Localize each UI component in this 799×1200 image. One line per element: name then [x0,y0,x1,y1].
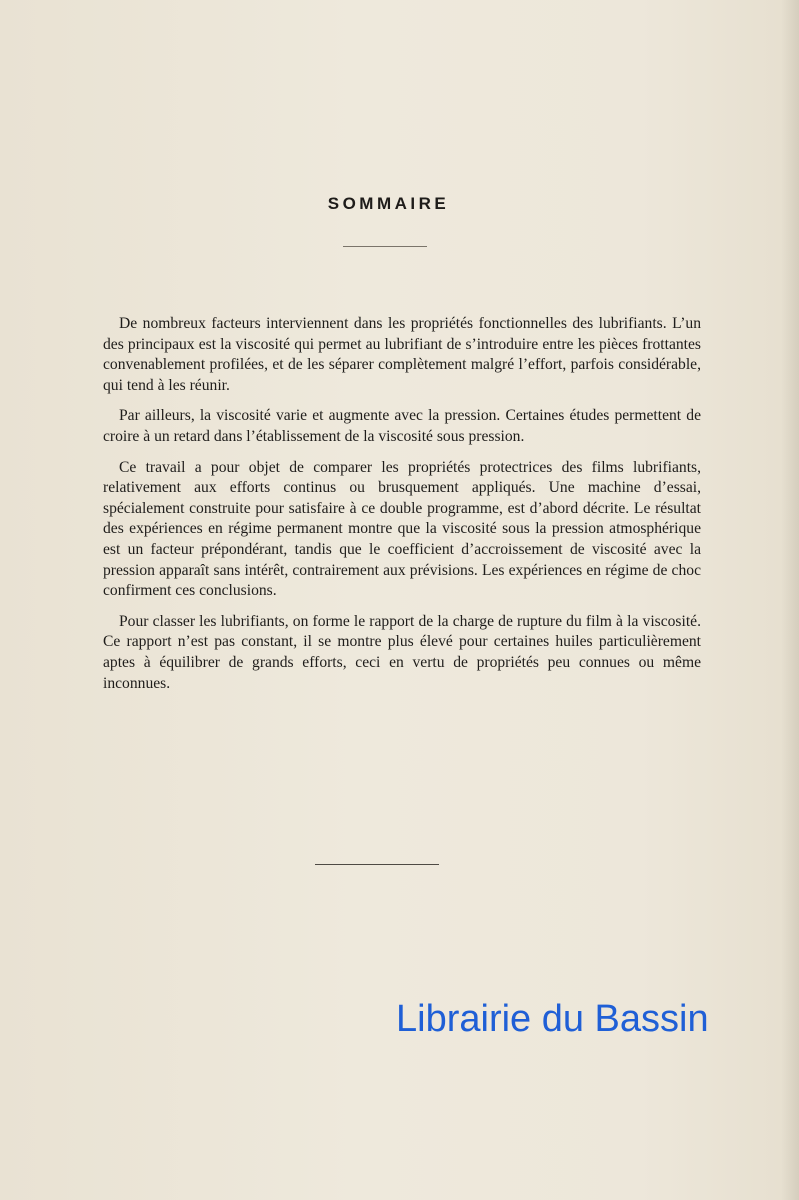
summary-body [103,314,701,704]
end-divider [315,864,439,865]
title-underline-divider [343,246,427,247]
page-title: SOMMAIRE [327,194,450,213]
paragraph-1: De nombreux facteurs interviennent dans les propriétés fonctionnelles des lubrifiants. L’un des principaux est la viscosité qui permet au lubrifiant de s’introduire entre les pièces frottantes convenablement profilées, et de les séparer complètement malgré l’effort, parfois considérable, qui tend à les réunir. [103,315,701,394]
bookseller-watermark: Librairie du Bassin [396,998,709,1040]
paragraph-2: Par ailleurs, la viscosité varie et augmente avec la pression. Certaines études permettent de croire à un retard dans l’établissement de la viscosité sous pression. [103,407,701,445]
paragraph-3: Ce travail a pour objet de comparer les propriétés protectrices des films lubrifiants, relativement aux efforts continus ou brusquement appliqués. Une machine d’essai, spécialement construite pour satisfaire à ce double programme, est d’abord décrite. Le résultat des expériences en régime permanent montre que la viscosité sous la pression atmosphérique est un facteur prépondérant, tandis que le coefficient d’accroissement de viscosité avec la pression apparaît sans intérêt, contrairement aux prévisions. Les expériences en régime de choc confirment ces conclusions. [103,458,701,600]
page-edge-shadow [781,0,799,1200]
paragraph-4: Pour classer les lubrifiants, on forme le rapport de la charge de rupture du film à la viscosité. Ce rapport n’est pas constant, il se montre plus élevé pour certaines huiles particulièrement aptes à équilibrer de grands efforts, ceci en vertu de propriétés peu connues ou même inconnues. [103,612,701,692]
